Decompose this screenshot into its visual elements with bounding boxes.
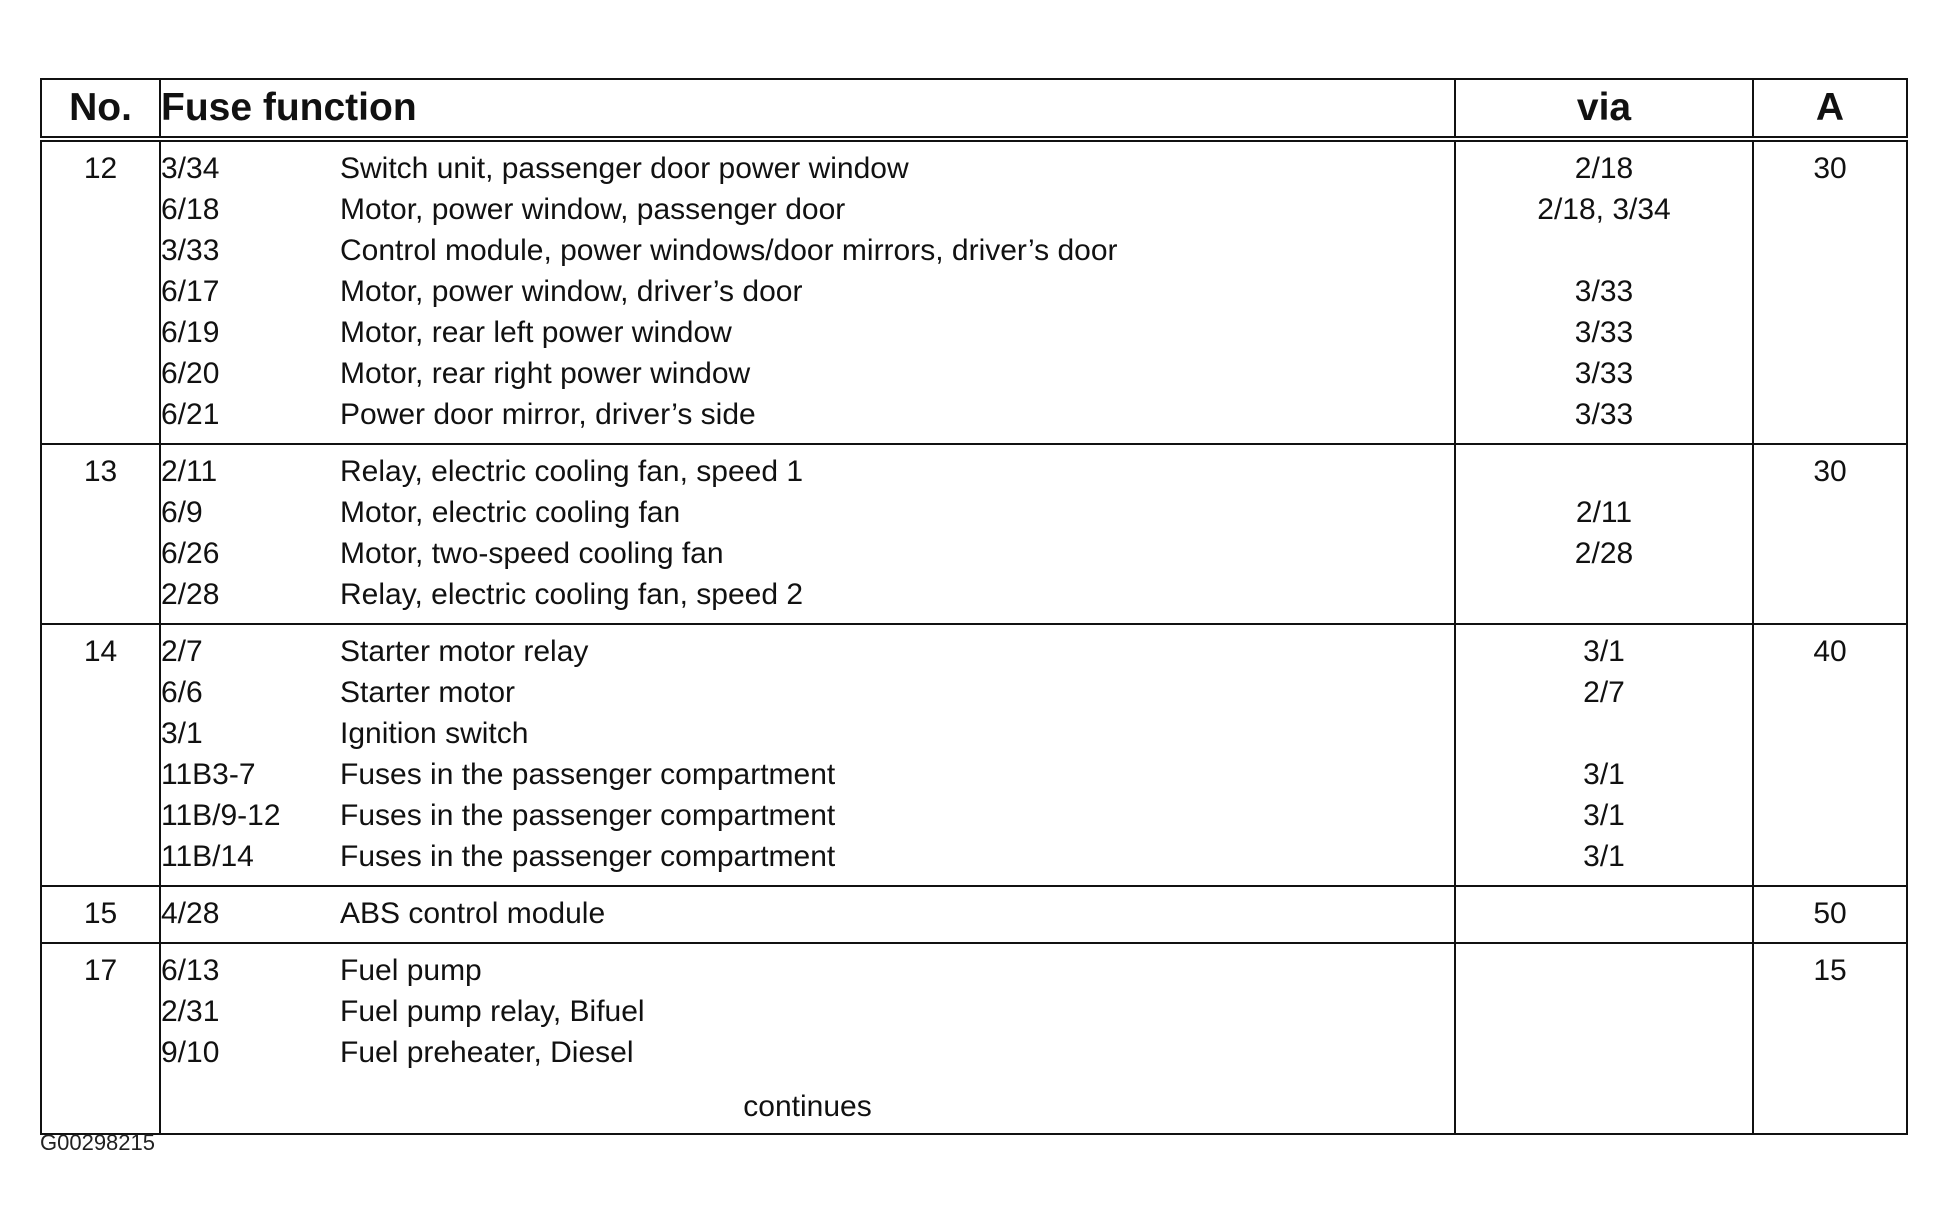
amperage <box>1753 795 1907 836</box>
amperage <box>1753 394 1907 444</box>
component-description: Motor, electric cooling fan <box>340 495 681 529</box>
fuse-number <box>41 672 160 713</box>
fuse-group <box>41 624 1907 886</box>
component-code: 6/17 <box>160 271 340 312</box>
via-value: 2/18, 3/34 <box>1455 189 1753 230</box>
fuse-number <box>41 353 160 394</box>
amperage: 40 <box>1753 624 1907 672</box>
fuse-table <box>40 78 1908 1135</box>
amperage <box>1753 492 1907 533</box>
via-value: 3/1 <box>1455 624 1753 672</box>
via-value <box>1455 574 1753 624</box>
via-value: 3/33 <box>1455 353 1753 394</box>
fuse-number <box>41 312 160 353</box>
component-code: 11B/14 <box>160 836 340 886</box>
component-description: Relay, electric cooling fan, speed 2 <box>340 577 804 611</box>
component-description: Control module, power windows/door mirrors, driver’s door <box>340 233 1118 267</box>
component-description: Starter motor relay <box>340 634 589 668</box>
component-code: 6/19 <box>160 312 340 353</box>
component-description: Motor, power window, passenger door <box>340 192 846 226</box>
fuse-number <box>41 230 160 271</box>
component-code: 11B/9-12 <box>160 795 340 836</box>
fuse-group <box>41 444 1907 624</box>
table-row <box>41 624 1907 672</box>
fuse-number <box>41 271 160 312</box>
table-row <box>41 230 1907 271</box>
component-description: Ignition switch <box>340 716 529 750</box>
component-code: 3/1 <box>160 713 340 754</box>
table-row <box>41 533 1907 574</box>
amperage <box>1753 672 1907 713</box>
amperage <box>1753 713 1907 754</box>
header-fuse-function: Fuse function <box>160 79 1455 139</box>
component-code: 11B3-7 <box>160 754 340 795</box>
component-description: Motor, two-speed cooling fan <box>340 536 724 570</box>
fuse-number: 14 <box>83 634 118 668</box>
component-code: 6/13 <box>160 943 340 991</box>
component-code: 6/6 <box>160 672 340 713</box>
amperage: 15 <box>1753 943 1907 991</box>
component-code: 6/9 <box>160 492 340 533</box>
fuse-number: 13 <box>83 454 118 488</box>
fuse-number <box>41 394 160 444</box>
table-row <box>41 492 1907 533</box>
header-via: via <box>1455 79 1753 139</box>
table-row <box>41 1032 1907 1081</box>
component-code: 4/28 <box>160 886 340 943</box>
via-value: 2/11 <box>1455 492 1753 533</box>
fuse-number <box>41 836 160 886</box>
figure-id: G00298215 <box>40 1130 155 1155</box>
component-description: Starter motor <box>340 675 516 709</box>
table-row <box>41 139 1907 189</box>
component-description: Motor, rear left power window <box>340 315 732 349</box>
via-value <box>1455 991 1753 1032</box>
via-value: 2/7 <box>1455 672 1753 713</box>
component-description: Fuel pump relay, Bifuel <box>340 994 645 1028</box>
table-row <box>41 574 1907 624</box>
component-code: 3/33 <box>160 230 340 271</box>
continues-no-cell <box>41 1081 160 1134</box>
table-row <box>41 312 1907 353</box>
fuse-number <box>41 991 160 1032</box>
table-row <box>41 394 1907 444</box>
table-row <box>41 836 1907 886</box>
continues-row <box>41 1081 1907 1134</box>
component-code: 2/31 <box>160 991 340 1032</box>
continues-amps-cell <box>1753 1081 1907 1134</box>
fuse-number <box>41 1032 160 1081</box>
fuse-group <box>41 943 1907 1081</box>
table-header <box>41 79 1907 139</box>
table-row <box>41 713 1907 754</box>
component-description: Motor, power window, driver’s door <box>340 274 803 308</box>
component-description: Fuses in the passenger compartment <box>340 757 836 791</box>
via-value: 3/33 <box>1455 271 1753 312</box>
component-code: 2/7 <box>160 624 340 672</box>
amperage <box>1753 533 1907 574</box>
table-row <box>41 189 1907 230</box>
continues-via-cell <box>1455 1081 1753 1134</box>
component-description: Fuel pump <box>340 953 482 987</box>
component-code: 2/28 <box>160 574 340 624</box>
via-value <box>1455 713 1753 754</box>
table-row <box>41 271 1907 312</box>
component-description: Fuses in the passenger compartment <box>340 798 836 832</box>
table-row <box>41 444 1907 492</box>
amperage <box>1753 1032 1907 1081</box>
fuse-number <box>41 574 160 624</box>
table-row <box>41 991 1907 1032</box>
component-description: Fuel preheater, Diesel <box>340 1035 634 1069</box>
component-code: 3/34 <box>160 139 340 189</box>
continues-label: continues <box>160 1081 1455 1134</box>
header-amps: A <box>1753 79 1907 139</box>
component-description: Relay, electric cooling fan, speed 1 <box>340 454 804 488</box>
component-description: Motor, rear right power window <box>340 356 751 390</box>
table-row <box>41 672 1907 713</box>
amperage <box>1753 189 1907 230</box>
fuse-number <box>41 795 160 836</box>
amperage: 30 <box>1753 139 1907 189</box>
amperage <box>1753 353 1907 394</box>
component-code: 6/21 <box>160 394 340 444</box>
component-description: Switch unit, passenger door power window <box>340 151 909 185</box>
via-value: 3/1 <box>1455 795 1753 836</box>
component-description: Power door mirror, driver’s side <box>340 397 756 431</box>
amperage: 50 <box>1753 886 1907 943</box>
amperage <box>1753 230 1907 271</box>
component-code: 6/26 <box>160 533 340 574</box>
via-value: 2/18 <box>1455 139 1753 189</box>
component-description: Fuses in the passenger compartment <box>340 839 836 873</box>
table-row <box>41 943 1907 991</box>
table-row <box>41 353 1907 394</box>
via-value: 2/28 <box>1455 533 1753 574</box>
amperage <box>1753 271 1907 312</box>
fuse-number <box>41 533 160 574</box>
via-value: 3/33 <box>1455 312 1753 353</box>
amperage <box>1753 312 1907 353</box>
table-row <box>41 795 1907 836</box>
via-value <box>1455 230 1753 271</box>
via-value <box>1455 943 1753 991</box>
amperage <box>1753 836 1907 886</box>
component-description: ABS control module <box>340 896 606 930</box>
table-row <box>41 886 1907 943</box>
fuse-number <box>41 713 160 754</box>
via-value: 3/33 <box>1455 394 1753 444</box>
fuse-number: 12 <box>83 151 118 185</box>
fuse-group <box>41 886 1907 943</box>
fuse-number <box>41 492 160 533</box>
fuse-group <box>41 139 1907 444</box>
component-code: 6/20 <box>160 353 340 394</box>
header-no: No. <box>41 79 160 139</box>
amperage <box>1753 754 1907 795</box>
fuse-number <box>41 189 160 230</box>
fuse-number <box>41 754 160 795</box>
table-row <box>41 754 1907 795</box>
amperage: 30 <box>1753 444 1907 492</box>
component-code: 6/18 <box>160 189 340 230</box>
via-value: 3/1 <box>1455 836 1753 886</box>
component-code: 2/11 <box>160 444 340 492</box>
amperage <box>1753 574 1907 624</box>
via-value: 3/1 <box>1455 754 1753 795</box>
component-code: 9/10 <box>160 1032 340 1081</box>
via-value <box>1455 886 1753 943</box>
via-value <box>1455 444 1753 492</box>
via-value <box>1455 1032 1753 1081</box>
fuse-number: 15 <box>83 896 118 930</box>
amperage <box>1753 991 1907 1032</box>
fuse-number: 17 <box>83 953 118 987</box>
